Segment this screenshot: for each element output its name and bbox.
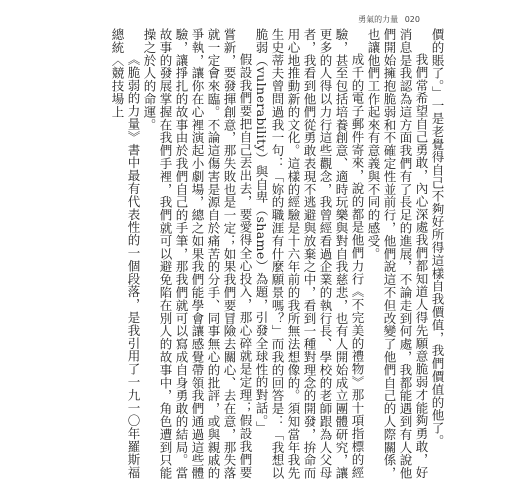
paragraph: 《脆弱的力量》書中最有代表性的一個段落，是我引用了一九一〇年羅斯福總統〈競技場上 — [110, 28, 141, 479]
paragraph: 假設我們要把自己丟出去，要愛得全心投入，那心碎就是定理；假設我們要嘗新，要發揮創意，那失敗也是一定；如果我們要冒險去關心、去在意，那失落就一定會來臨。不論這傷害是源自於痛苦的分手、同事無心的批評，或與親戚的爭執，讓你在心裡演起小劇場，總之如果我們能學會讓感覺帶領我們通過這些體驗，讓掙扎的故事由於我們自己的手筆，那我們就可以寫成自身勇敢的結局。當故事的發展掌握在我們手裡，我們就可以避免陷在別人的故事中，角色遭到只能操之於人的命運。 — [142, 28, 253, 480]
running-header — [358, 14, 420, 25]
paragraph: 價的賬了。」一是老覺得自己不夠好所得這樣自我價值，我們價值的他了。 — [430, 28, 445, 448]
page-number: 020 — [404, 15, 420, 24]
paragraph: 我們常希望自己勇敢，內心深處我們都知道人得先願意脆弱才能夠勇敢，好消息是我認為這方面我們有了長足的進展，不論走到何處，我都能遇到有人說他們開始擁抱脆弱和不確定性並前行，他們說這不但改變了他們自己的人際關係，也讓他們工作起來有意義與不同的感受。 — [366, 28, 429, 480]
paragraph: 成千的電子郵件寄來，說的都是他們力行《不完美的禮物》那十項指標的經驗，甚至包括培養創意、適時玩樂與對自我慈悲，也有人開始成立團體研究，讓更多的人得以力行這些觀念，我曾經看過企業的執行長、學校的老師跟為人父母者，我看到他們從勇敢表現不逃避與放棄之中，看到一種對理念的開發，拚命而用心地推動新的文化。這樣的經驗是十六年前的我所無法想像的。須知當年我先生史蒂夫曾問過我一句：「妳的職涯有什麼願景嗎？」而我的回答是：「我想以脆弱（vulnerability）與自卑（shame）為題，引發全球性的對話。」 — [254, 28, 365, 480]
book-title: 勇氣的力量 — [358, 15, 399, 24]
vertical-body-text — [110, 28, 445, 484]
